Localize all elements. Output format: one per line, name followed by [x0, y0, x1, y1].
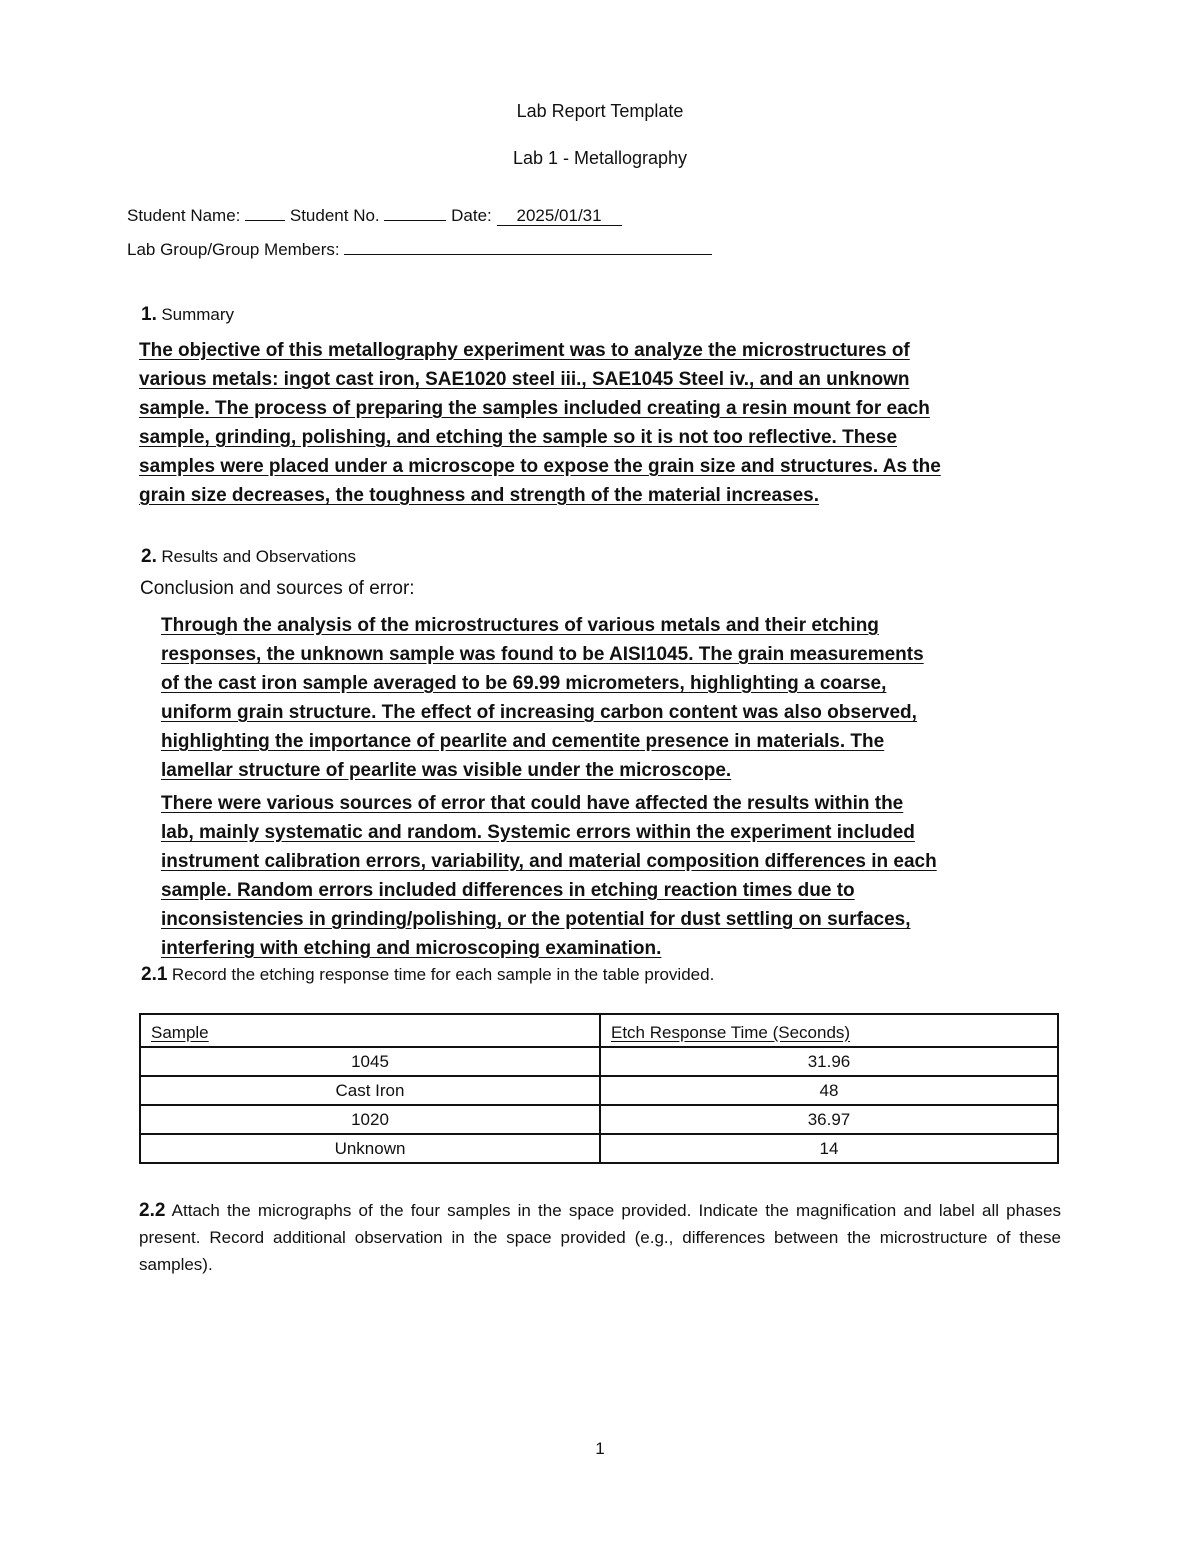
table-header-row	[140, 1014, 1058, 1047]
table-row	[140, 1076, 1058, 1105]
section-number: 2.	[141, 546, 157, 567]
student-name-label: Student Name:	[127, 206, 241, 225]
section-2-1-heading	[141, 964, 714, 986]
etch-response-table	[139, 1013, 1059, 1164]
sample-cell: 1020	[140, 1105, 600, 1134]
conclusion-line: uniform grain structure. The effect of increasing carbon content was also observed,	[161, 702, 917, 723]
errors-line: instrument calibration errors, variability, and material composition differences in each	[161, 851, 937, 872]
sample-cell: Unknown	[140, 1134, 600, 1163]
errors-paragraph	[161, 789, 1041, 963]
page-number: 1	[595, 1439, 605, 1458]
conclusion-line: lamellar structure of pearlite was visible under the microscope.	[161, 760, 732, 781]
summary-line: sample. The process of preparing the samples included creating a resin mount for each	[139, 398, 930, 419]
summary-line: sample, grinding, polishing, and etching the sample so it is not too reflective. These	[139, 427, 898, 448]
etch-time-cell: 14	[600, 1134, 1058, 1163]
section-instruction: Record the etching response time for each sample in the table provided.	[171, 965, 715, 984]
document-title: Lab Report Template	[516, 101, 684, 121]
etch-time-cell: 36.97	[600, 1105, 1058, 1134]
conclusion-line: highlighting the importance of pearlite and cementite presence in materials. The	[161, 731, 885, 752]
student-name-blank[interactable]	[245, 206, 285, 221]
table-row	[140, 1134, 1058, 1163]
section-2-2-text	[139, 1197, 1061, 1278]
etch-time-cell: 31.96	[600, 1047, 1058, 1076]
document-subtitle: Lab 1 - Metallography	[512, 148, 688, 168]
section-2-heading	[141, 546, 356, 568]
group-members-line	[127, 240, 712, 260]
date-value[interactable]: 2025/01/31	[497, 206, 622, 226]
section-number: 2.2	[139, 1200, 166, 1221]
table-row	[140, 1105, 1058, 1134]
section-number: 1.	[141, 304, 157, 325]
errors-line: There were various sources of error that could have affected the results within the	[161, 793, 904, 814]
summary-line: grain size decreases, the toughness and strength of the material increases.	[139, 485, 820, 506]
section-1-heading	[141, 304, 234, 326]
etch-time-cell: 48	[600, 1076, 1058, 1105]
group-members-blank[interactable]	[344, 240, 712, 255]
errors-line: sample. Random errors included differences in etching reaction times due to	[161, 880, 855, 901]
summary-paragraph	[139, 336, 1019, 510]
errors-line: inconsistencies in grinding/polishing, or the potential for dust settling on surfaces,	[161, 909, 911, 930]
summary-line: samples were placed under a microscope to expose the grain size and structures. As the	[139, 456, 941, 477]
conclusion-line: of the cast iron sample averaged to be 69.99 micrometers, highlighting a coarse,	[161, 673, 887, 694]
section-title: Summary	[161, 305, 235, 324]
summary-line: The objective of this metallography experiment was to analyze the microstructures of	[139, 340, 910, 361]
conclusion-paragraph	[161, 611, 1041, 785]
group-members-label: Lab Group/Group Members:	[127, 240, 340, 259]
student-info-line	[127, 206, 622, 226]
student-no-label: Student No.	[289, 206, 380, 225]
section-instruction: Attach the micrographs of the four samples in the space provided. Indicate the magnification and label all phases present. Record additional observation in the space provided (e.g., differences between the microstructure of these samples).	[139, 1201, 1061, 1274]
section-title: Results and Observations	[161, 547, 356, 566]
errors-line: lab, mainly systematic and random. Systemic errors within the experiment included	[161, 822, 915, 843]
conclusion-subheading: Conclusion and sources of error:	[140, 578, 415, 599]
sample-cell: 1045	[140, 1047, 600, 1076]
column-header-sample: Sample	[140, 1014, 600, 1047]
table-row	[140, 1047, 1058, 1076]
conclusion-line: Through the analysis of the microstructures of various metals and their etching	[161, 615, 879, 636]
date-label: Date:	[451, 206, 492, 225]
section-number: 2.1	[141, 964, 168, 985]
student-no-blank[interactable]	[384, 206, 446, 221]
errors-line: interfering with etching and microscoping examination.	[161, 938, 662, 959]
summary-line: various metals: ingot cast iron, SAE1020 steel iii., SAE1045 Steel iv., and an unknown	[139, 369, 910, 390]
conclusion-line: responses, the unknown sample was found to be AISI1045. The grain measurements	[161, 644, 924, 665]
sample-cell: Cast Iron	[140, 1076, 600, 1105]
section-2-2-block	[139, 1197, 1061, 1278]
column-header-etch-time: Etch Response Time (Seconds)	[600, 1014, 1058, 1047]
